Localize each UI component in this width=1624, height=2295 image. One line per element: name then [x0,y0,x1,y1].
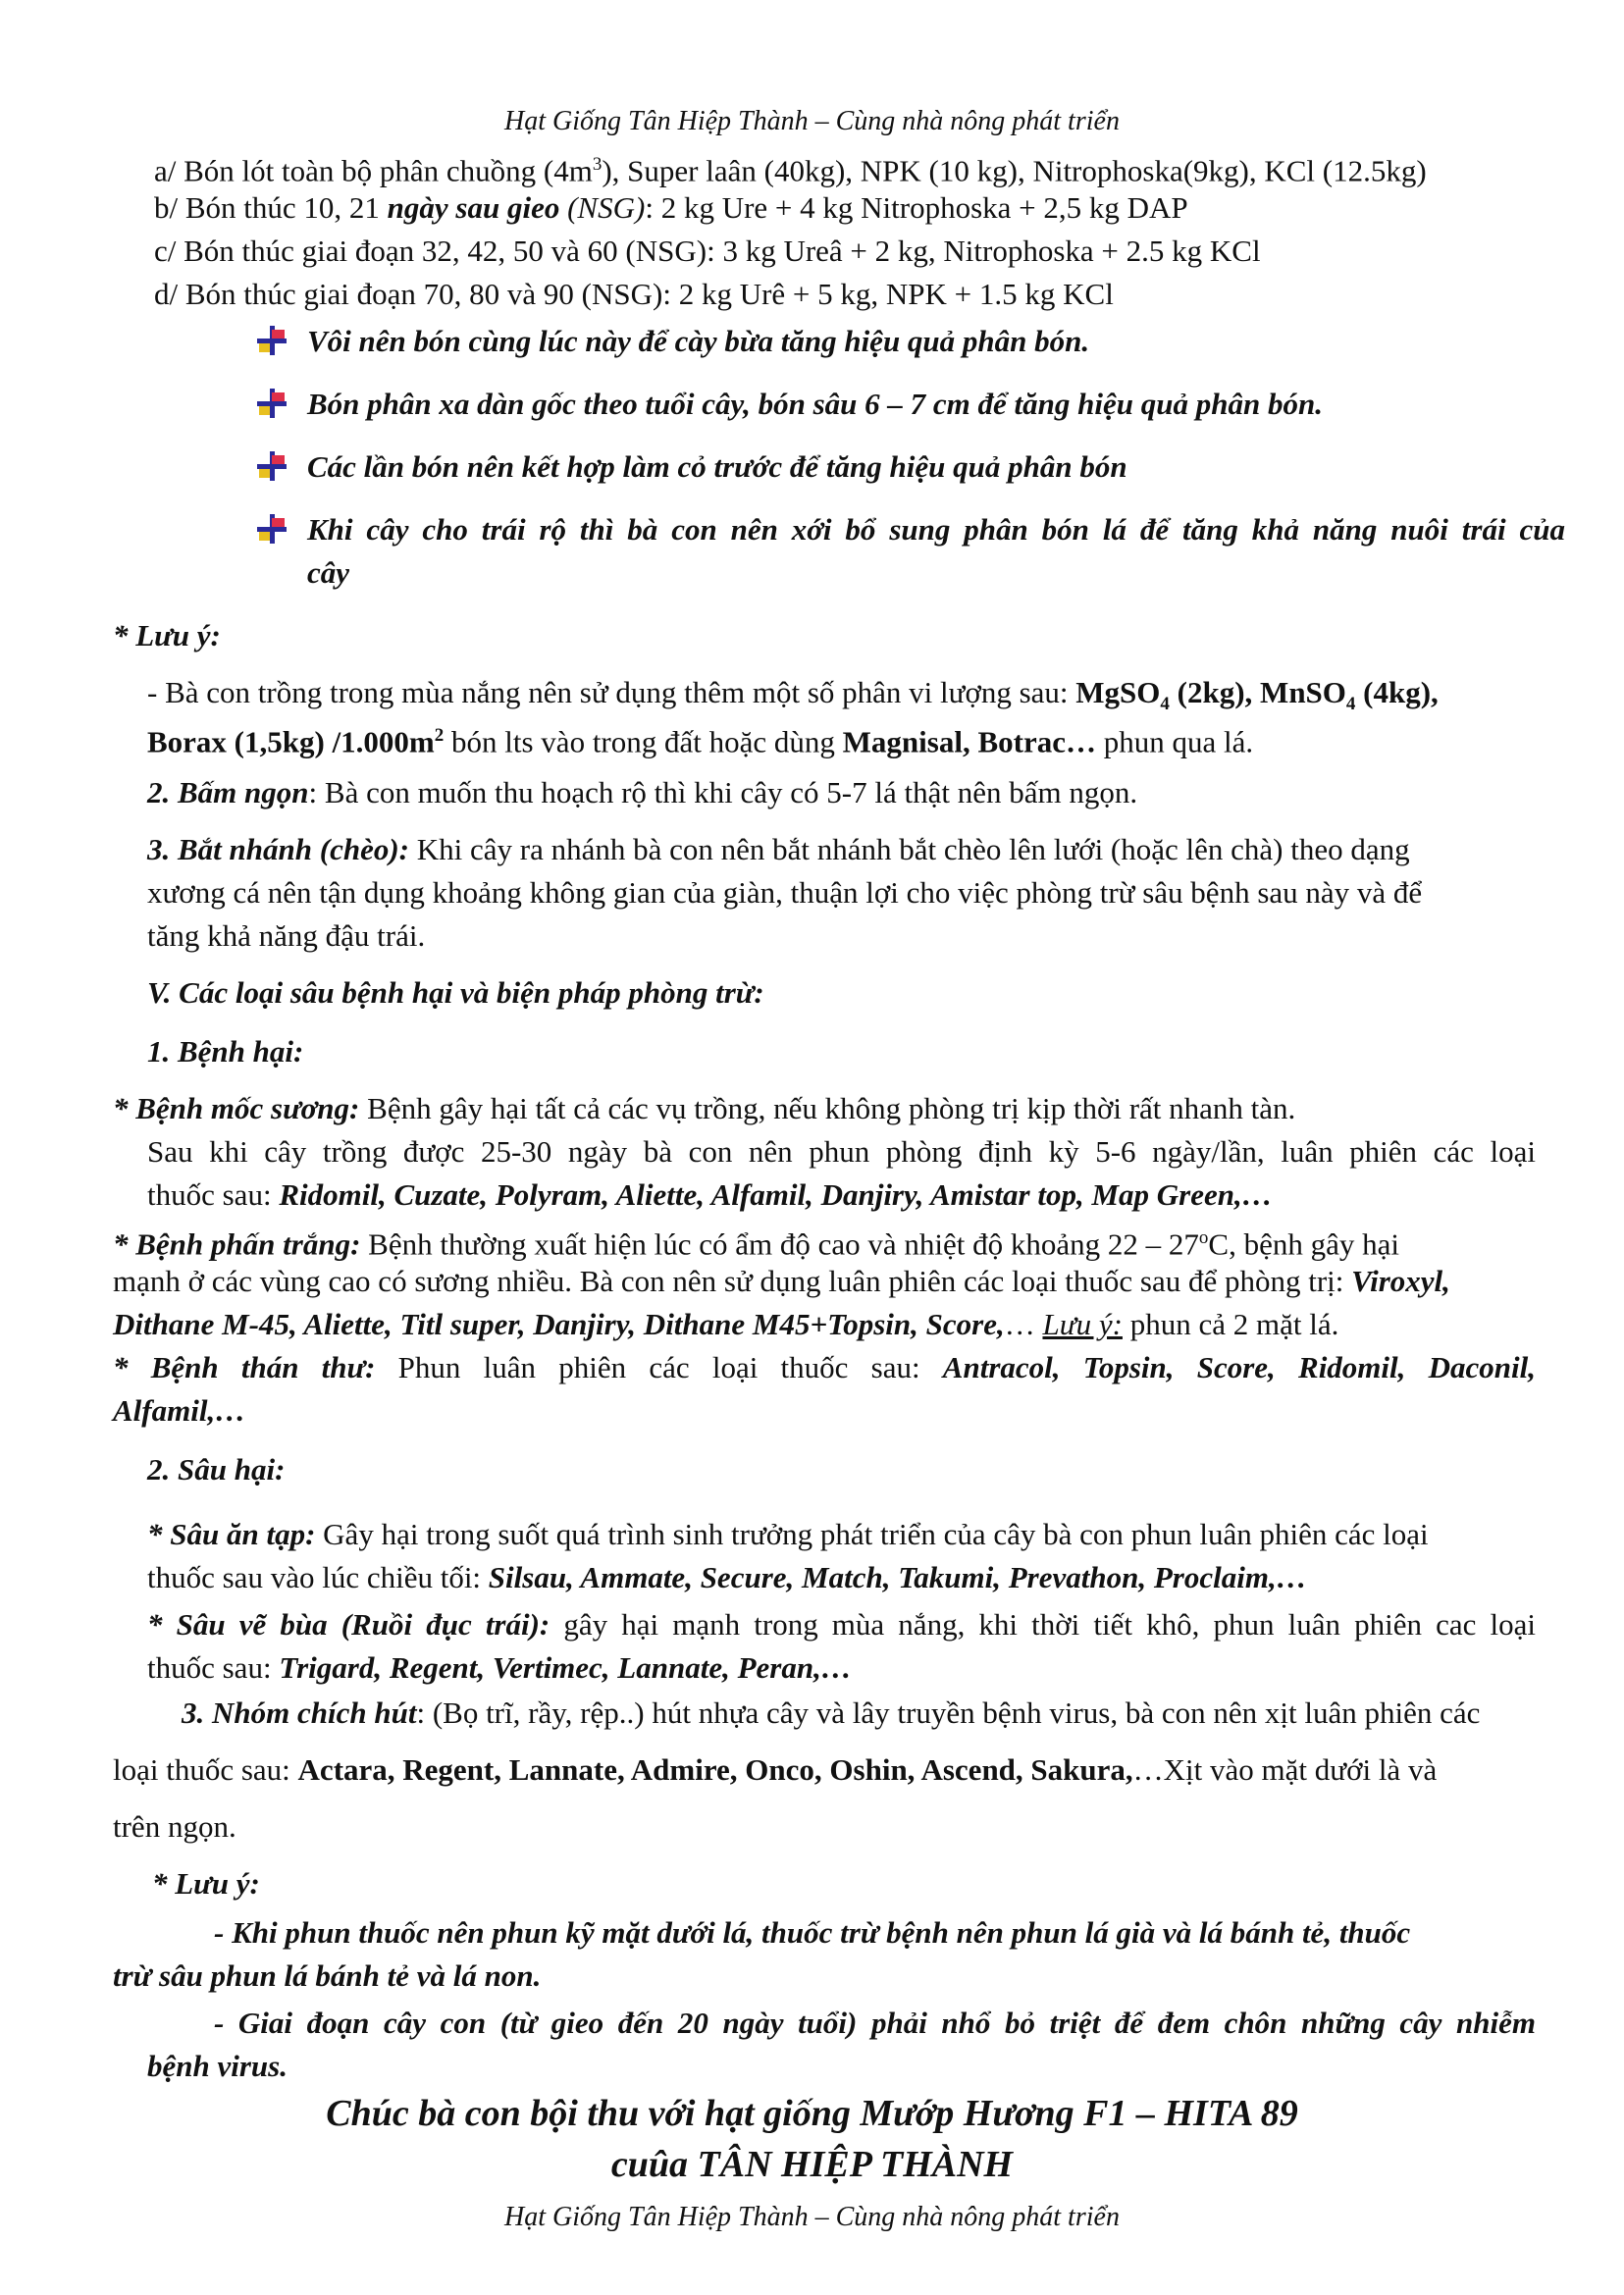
powdery-line-3: Dithane M-45, Aliette, Titl super, Danjiry, Dithane M45+Topsin, Score,… Lưu ý: phun cả 2 mặt lá. [113,1307,1339,1341]
note-line-2: Borax (1,5kg) $/1.000m^2$ bón lts vào trong đất hoặc dùng Magnisal, Botrac… phun qua lá. [147,724,1254,759]
tip-2: Bón phân xa dàn gốc theo tuổi cây, bón sâu 6 – 7 cm để tăng hiệu quả phân bón. [307,387,1323,421]
tip-4-cont: cây [307,555,350,590]
downy-line-1: * Bệnh mốc sương: Bệnh gây hại tất cả các vụ trồng, nếu không phòng trị kịp thời rất nhanh tàn. [113,1091,1296,1125]
closing-line-1: Chúc bà con bội thu với hạt giống Mướp Hương F1 – HITA 89 [326,2093,1298,2134]
note2-line-4: bệnh virus. [147,2049,288,2083]
tip-4: Khi cây cho trái rộ thì bà con nên xới bổ sung phân bón lá để tăng khả năng nuôi trái của [307,512,1565,547]
bullet-cross-icon [257,445,300,489]
page-footer: Hạt Giống Tân Hiệp Thành – Cùng nhà nông phát triển [504,2202,1120,2232]
tip-3: Các lần bón nên kết hợp làm cỏ trước để tăng hiệu quả phân bón [307,449,1127,484]
closing-line-2: cuûa TÂN HIỆP THÀNH [610,2144,1014,2185]
sucking-line-1: 3. Nhóm chích hút: (Bọ trĩ, rầy, rệp..) hút nhựa cây và lây truyền bệnh virus, bà con nên xịt luân phiên các [182,1695,1481,1730]
diseases-title: 1. Bệnh hại: [147,1034,304,1069]
powdery-line-2: mạnh ở các vùng cao có sương nhiều. Bà con nên sử dụng luân phiên các loại thuốc sau để phòng trị: Viroxyl, [113,1264,1450,1298]
downy-line-2: Sau khi cây trồng được 25-30 ngày bà con nên phun phòng định kỳ 5-6 ngày/lần, luân phiên các loại [147,1134,1536,1169]
fertilizer-line-d: d/ Bón thúc giai đoạn 70, 80 và 90 (NSG): 2 kg Urê + 5 kg, NPK + 1.5 kg KCl [154,277,1114,311]
sucking-line-2: loại thuốc sau: Actara, Regent, Lannate, Admire, Onco, Oshin, Ascend, Sakura,…Xịt vào mặt dưới là và [113,1752,1438,1787]
pinch-paragraph: 2. Bấm ngọn: Bà con muốn thu hoạch rộ thì khi cây có 5-7 lá thật nên bấm ngọn. [147,775,1138,809]
anthracnose-line-1: * Bệnh thán thư: Phun luân phiên các loại thuốc sau: Antracol, Topsin, Score, Ridomil, Daconil, [113,1350,1536,1384]
anthracnose-line-2: Alfamil,… [113,1393,246,1428]
note-title: * Lưu ý: [113,618,221,652]
fertilizer-line-a: a/ Bón lót toàn bộ phân chuồng $(4m^3)$, Super laân (40kg), NPK (10 kg), Nitrophoska(9kg), KCl (12.5kg) [154,153,1427,188]
downy-line-3: thuốc sau: Ridomil, Cuzate, Polyram, Aliette, Alfamil, Danjiry, Amistar top, Map Green,… [147,1177,1273,1212]
fruitfly-line-1: * Sâu vẽ bùa (Ruồi đục trái): gây hại mạnh trong mùa nắng, khi thời tiết khô, phun luân phiên cac loại [147,1607,1536,1642]
branch-line-2: xương cá nên tận dụng khoảng không gian của giàn, thuận lợi cho việc phòng trừ sâu bệnh sau này và để [147,875,1423,910]
bullet-cross-icon [257,320,300,363]
fertilizer-line-b: b/ Bón thúc 10, 21 ngày sau gieo (NSG): 2 kg Ure + 4 kg Nitrophoska + 2,5 kg DAP [154,190,1188,225]
note2-line-3: - Giai đoạn cây con (từ gieo đến 20 ngày tuổi) phải nhổ bỏ triệt để đem chôn những cây nhiễm [214,2006,1536,2040]
pests-title: 2. Sâu hại: [147,1452,286,1487]
branch-line-1: 3. Bắt nhánh (chèo): Khi cây ra nhánh bà con nên bắt nhánh bắt chèo lên lưới (hoặc lên chà) theo dạng [147,832,1410,866]
feeder-line-2: thuốc sau vào lúc chiều tối: Silsau, Ammate, Secure, Match, Takumi, Prevathon, Proclaim,… [147,1560,1307,1594]
note2-line-1: - Khi phun thuốc nên phun kỹ mặt dưới lá, thuốc trừ bệnh nên phun lá già và lá bánh tẻ, thuốc [214,1915,1411,1950]
fruitfly-line-2: thuốc sau: Trigard, Regent, Vertimec, Lannate, Peran,… [147,1650,852,1685]
bullet-cross-icon [257,383,300,426]
sucking-line-3: trên ngọn. [113,1809,236,1844]
powdery-line-1: * Bệnh phấn trắng: Bệnh thường xuất hiện lúc có ẩm độ cao và nhiệt độ khoảng 22 – 27$^o$C, bệnh gây hại [113,1226,1399,1262]
note2-title: * Lưu ý: [152,1866,260,1901]
branch-line-3: tăng khả năng đậu trái. [147,918,426,953]
note-line-1: - Bà con trồng trong mùa nắng nên sử dụng thêm một số phân vi lượng sau: MgSO$_4$ (2kg), MnSO$_4$ (4kg), [147,675,1439,715]
note2-line-2: trừ sâu phun lá bánh tẻ và lá non. [113,1958,542,1993]
feeder-line-1: * Sâu ăn tạp: Gây hại trong suốt quá trình sinh trưởng phát triển của cây bà con phun luân phiên các loại [147,1517,1429,1551]
section-title: V. Các loại sâu bệnh hại và biện pháp phòng trừ: [147,975,764,1010]
tip-1: Vôi nên bón cùng lúc này để cày bừa tăng hiệu quả phân bón. [307,324,1090,358]
bullet-cross-icon [257,508,300,551]
page-header: Hạt Giống Tân Hiệp Thành – Cùng nhà nông phát triển [504,106,1120,136]
fertilizer-line-c: c/ Bón thúc giai đoạn 32, 42, 50 và 60 (NSG): 3 kg Ureâ + 2 kg, Nitrophoska + 2.5 kg KCl [154,234,1261,268]
